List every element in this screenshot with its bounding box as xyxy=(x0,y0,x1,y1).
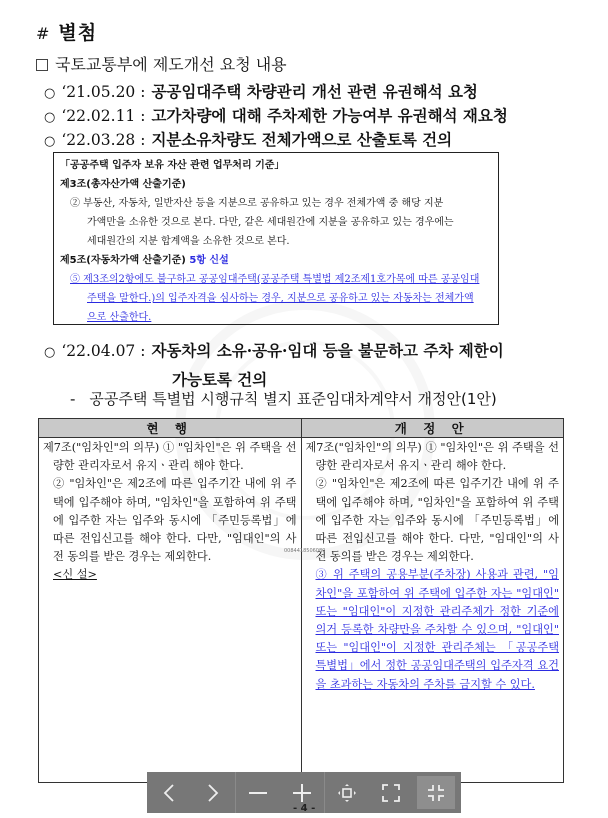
bullet-text: 공공임대주택 차량관리 개선 관련 유권해석 요청 xyxy=(151,82,478,101)
circle-bullet-icon: ○ xyxy=(44,86,56,101)
checkbox-square-icon xyxy=(36,59,48,71)
article-3-heading: 제3조(총자산가액 산출기준) xyxy=(60,179,186,190)
current-paragraph-3: <신 설> xyxy=(53,568,97,582)
proposed-paragraph-2: ② "임차인"은 제2조에 따른 입주기간 내에 위 주택에 입주해야 하며, "임차인"을 포함하여 위 주택에 입주한 자는 입주와 동시에 「주민등록법」에 따른 전입신고를 해야 한다. 다만, "임대인"의 사전 동의를 받은 경우는 제외한다. xyxy=(315,477,559,564)
expand-icon xyxy=(382,784,400,802)
circle-bullet-icon: ○ xyxy=(44,134,56,149)
bullet-text: 지분소유차량도 전체가액으로 산출토록 건의 xyxy=(151,130,453,149)
regulation-title: 「공공주택 입주자 보유 자산 관련 업무처리 기준」 xyxy=(60,160,285,171)
proposed-paragraph-1: 제7조("임차인"의 의무) ① "임차인"은 위 주택을 선량한 관리자로서 유지ㆍ관리 해야 한다. xyxy=(305,441,559,473)
fit-page-button[interactable] xyxy=(325,772,369,813)
proposed-paragraph-3: ③ 위 주택의 공용부분(주차장) 사용과 관련, "임차인"을 포함하여 위 주택에 입주한 자는 "임대인" 또는 "임대인"이 지정한 관리주체가 정한 기준에 의거 등록한 차량만을 주차할 수 있으며, "임대인" 또는 "임대인"이 지정한 관리주체는 「공공주택 특별법」에서 정한 공공임대주택의 입주자격 요건을 초과하는 자동차의 주차를 금지할 수 있다. xyxy=(315,568,559,691)
circle-bullet-icon: ○ xyxy=(44,110,56,125)
section-heading xyxy=(36,52,287,75)
bullet-item xyxy=(44,337,504,393)
annex-heading xyxy=(36,18,97,45)
bullet-date: ‘22.02.11 : xyxy=(61,107,146,125)
hash-mark: # xyxy=(36,24,51,43)
bullet-text: 자동차의 소유·공유·임대 등을 불문하고 주차 제한이 xyxy=(151,341,504,360)
article-5-heading xyxy=(60,251,492,270)
annex-title: 별첨 xyxy=(58,22,98,44)
view-mode-group xyxy=(325,772,459,813)
bullet-date: ‘22.04.07 : xyxy=(61,342,146,360)
minus-icon xyxy=(248,783,268,803)
bullet-date: ‘21.05.20 : xyxy=(61,83,146,101)
previous-page-button[interactable] xyxy=(147,772,191,813)
exit-fullscreen-button[interactable] xyxy=(417,776,455,809)
page-number: - 4 - xyxy=(293,803,316,814)
column-header-proposed: 개 정 안 xyxy=(301,419,564,438)
new-clause-badge: 5항 신설 xyxy=(189,255,229,266)
dash-marker: - xyxy=(70,390,76,408)
bullet-item xyxy=(44,80,478,102)
article-3-paragraph-2: ② 부동산, 자동차, 일반자산 등을 지분으로 공유하고 있는 경우 전체가액 중 해당 지분 xyxy=(70,198,444,209)
document-stamp: 0084418506080 xyxy=(284,548,326,554)
sub-item-text: 공공주택 특별법 시행규칙 별지 표준임대차계약서 개정안(1안) xyxy=(89,390,497,408)
zoom-out-button[interactable] xyxy=(236,772,280,813)
chevron-left-icon xyxy=(163,783,175,803)
article-5-paragraph-5-cont: 주택을 말한다.)의 입주자격을 심사하는 경우, 지분으로 공유하고 있는 자동차는 전체가액 xyxy=(87,293,474,304)
article-3-paragraph-2-cont: 가액만을 소유한 것으로 본다. 다만, 같은 세대원간에 지분을 공유하고 있는 경우에는 xyxy=(87,217,454,228)
next-page-button[interactable] xyxy=(191,772,235,813)
current-text-cell xyxy=(39,438,302,783)
table-row xyxy=(39,438,564,783)
article-5-heading-text: 제5조(자동차가액 산출기준) xyxy=(60,255,186,266)
regulation-excerpt-box xyxy=(53,152,499,325)
chevron-right-icon xyxy=(207,783,219,803)
current-paragraph-2: ② "임차인"은 제2조에 따른 입주기간 내에 위 주택에 입주해야 하며, "임차인"을 포함하여 위 주택에 입주한 자는 입주와 동시에 「주민등록법」에 따른 전입신고를 해야 한다. 다만, "임대인"의 사전 동의를 받은 경우는 제외한다. xyxy=(53,477,297,564)
bullet-item xyxy=(44,128,452,150)
section-title: 국토교통부에 제도개선 요청 내용 xyxy=(55,55,287,74)
article-5-paragraph-5: ⑤ 제3조의2항에도 불구하고 공공임대주택(공공주택 특별법 제2조제1호가목에 따른 공공임대 xyxy=(70,274,480,285)
page-nav-group xyxy=(147,772,236,813)
sub-item xyxy=(70,388,497,409)
bullet-text-cont: 가능토록 건의 xyxy=(172,370,268,389)
column-header-current: 현 행 xyxy=(39,419,302,438)
plus-icon xyxy=(292,783,312,803)
bullet-item xyxy=(44,104,508,126)
bullet-date: ‘22.03.28 : xyxy=(61,131,146,149)
article-3-paragraph-2-cont: 세대원간의 지분 합계액을 소유한 것으로 본다. xyxy=(87,236,290,247)
comparison-table xyxy=(38,418,564,783)
circle-bullet-icon: ○ xyxy=(44,345,56,360)
article-5-paragraph-5-cont: 으로 산출한다. xyxy=(87,312,152,323)
fullscreen-button[interactable] xyxy=(369,772,413,813)
proposed-text-cell xyxy=(301,438,564,783)
fit-page-icon xyxy=(337,783,357,803)
current-paragraph-1: 제7조("임차인"의 의무) ① "임차인"은 위 주택을 선량한 관리자로서 유지ㆍ관리 해야 한다. xyxy=(43,441,297,473)
bullet-text: 고가차량에 대해 주차제한 가능여부 유권해석 재요청 xyxy=(151,106,508,125)
collapse-icon xyxy=(427,784,445,802)
